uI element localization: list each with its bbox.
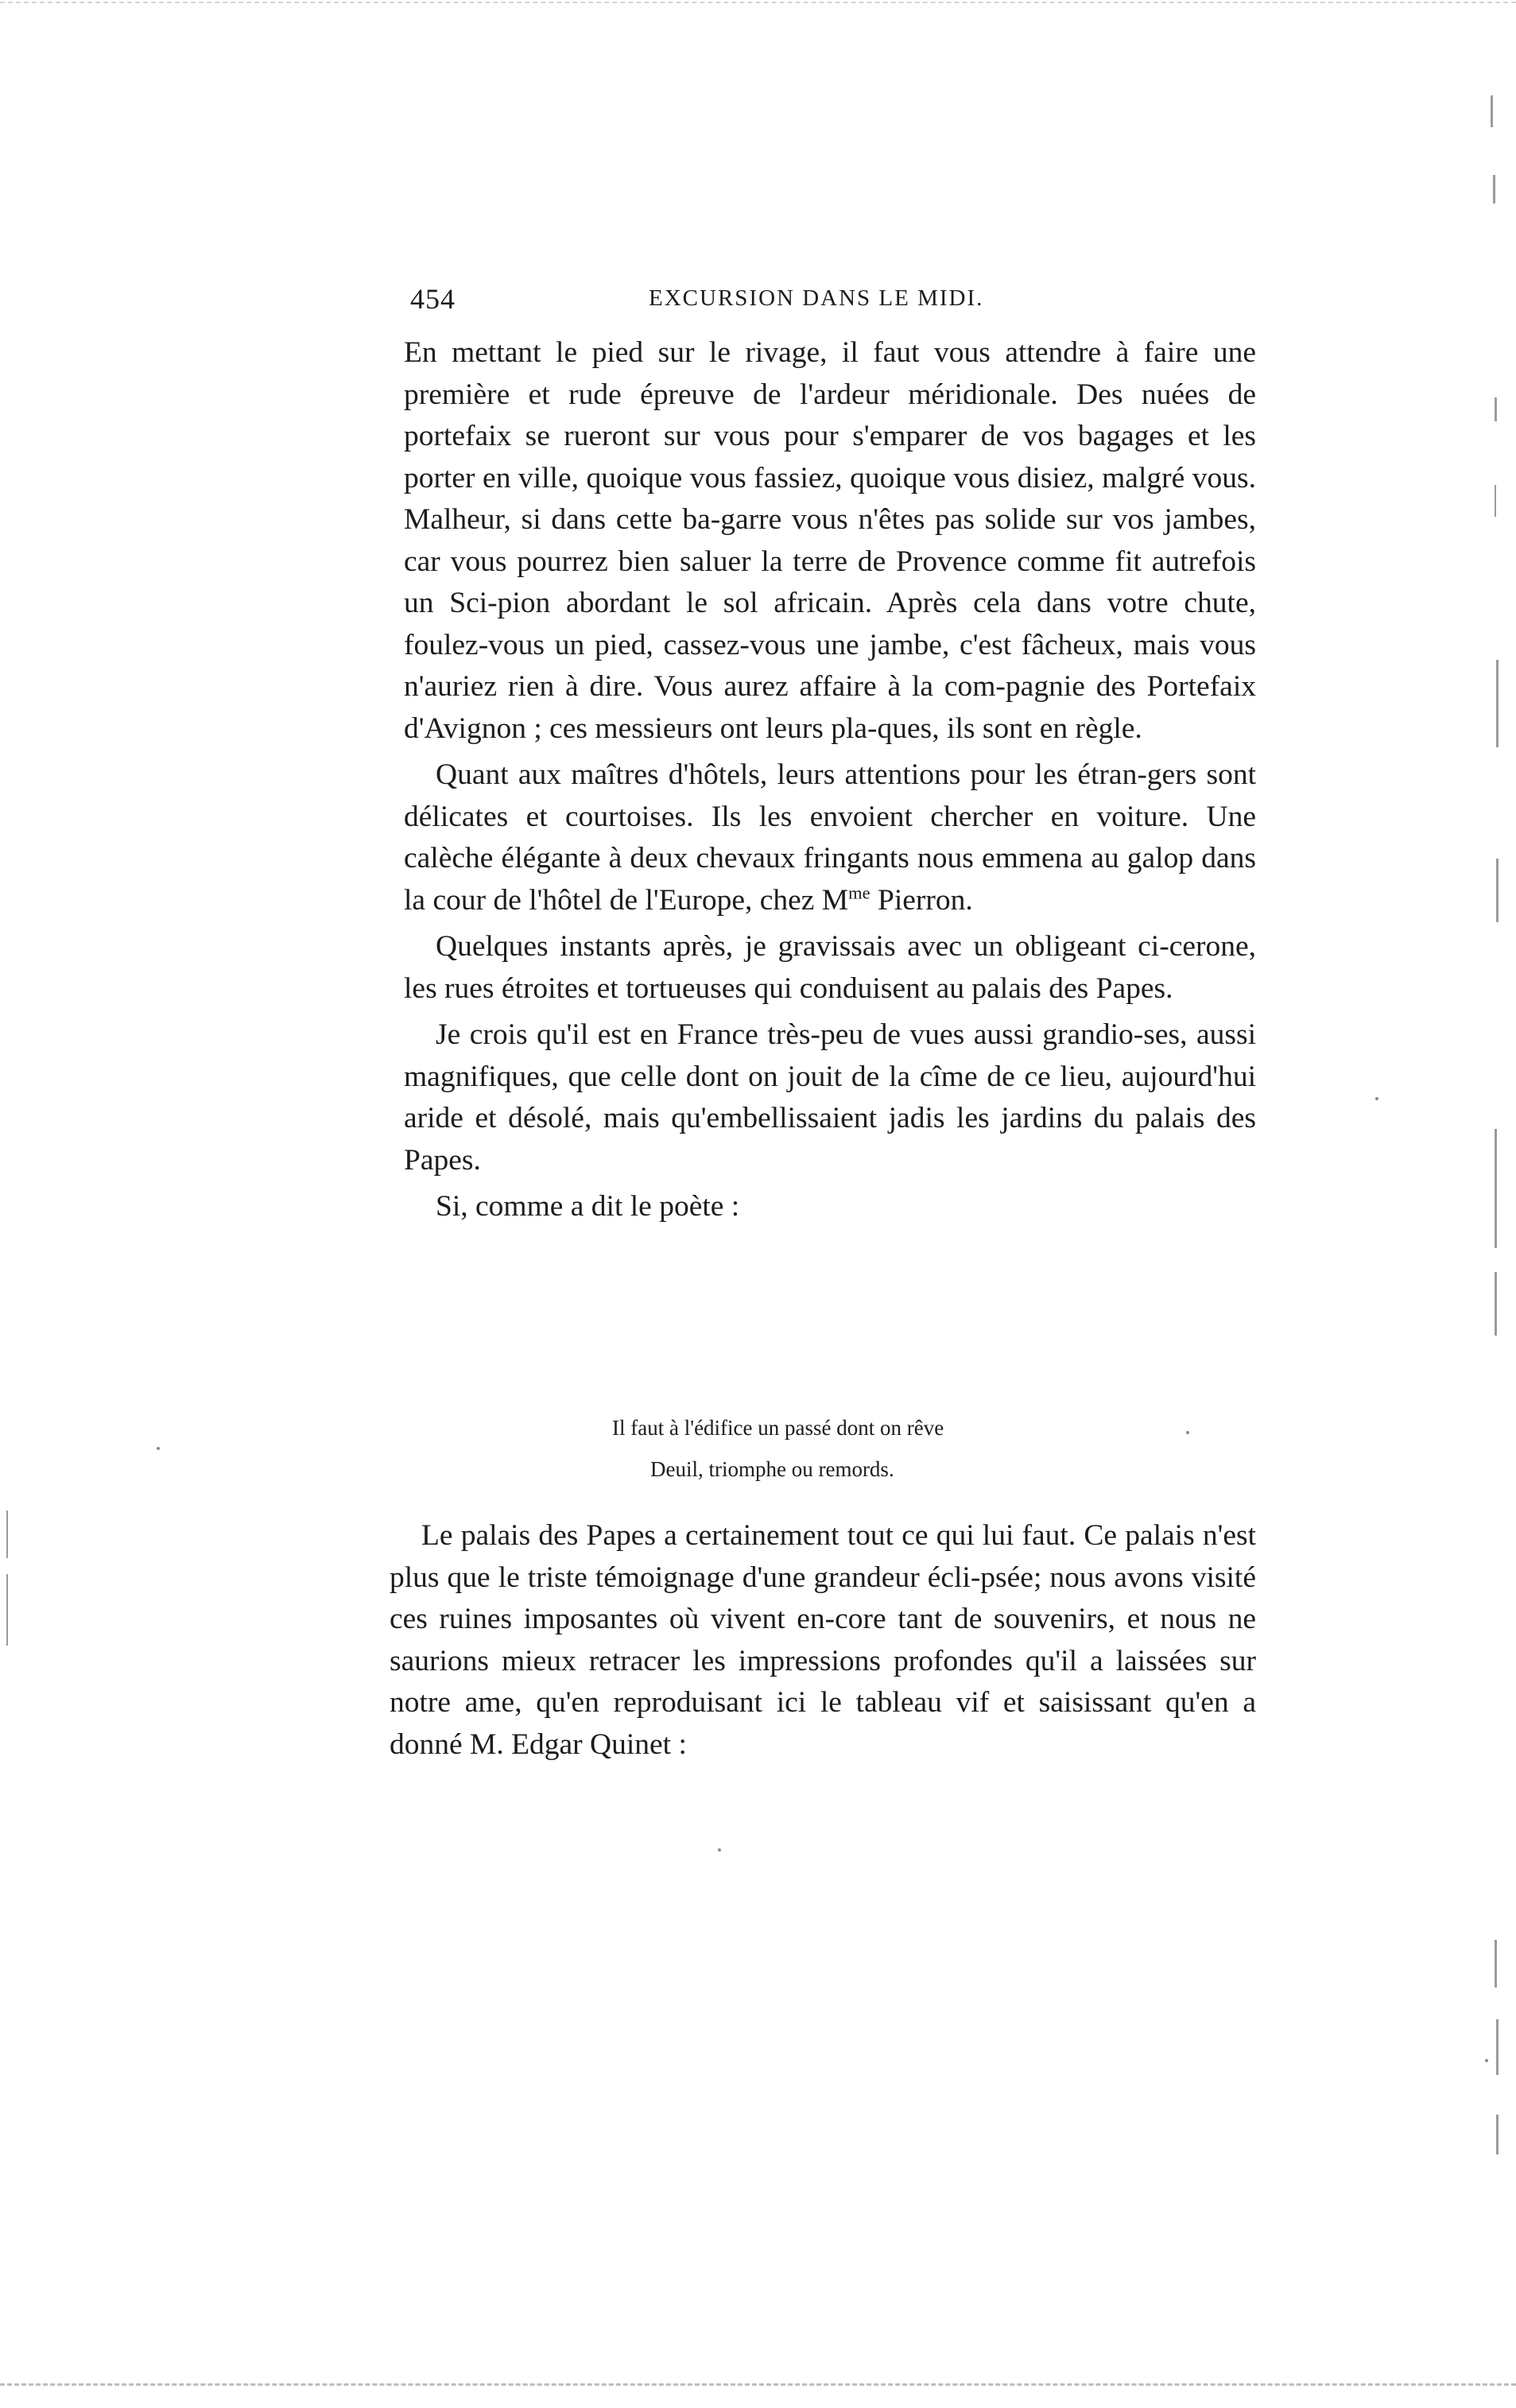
scan-speck	[1375, 1097, 1378, 1100]
scan-margin-mark	[1496, 859, 1499, 922]
scan-speck	[157, 1447, 160, 1450]
paragraph-5: Si, comme a dit le poète :	[436, 1190, 740, 1223]
scan-bottom-edge	[0, 2383, 1516, 2386]
scan-margin-mark	[1496, 2019, 1499, 2075]
scan-margin-mark	[1495, 1272, 1497, 1336]
scan-speck	[718, 1848, 721, 1852]
page-number: 454	[410, 283, 456, 315]
paragraph-3: Quelques instants après, je gravissais avec un obligeant ci-cerone, les rues étroites et tortueuses qui conduisent au palais des Papes.	[404, 930, 1256, 1005]
scan-top-edge	[0, 2, 1516, 3]
paragraph-4: Je crois qu'il est en France très-peu de vues aussi grandio-ses, aussi magnifiques, que celle dont on jouit de la cîme de ce lieu, aujourd'hui aride et désolé, mais qu'embellissaient jadis les jardins du palais des Papes.	[404, 1018, 1256, 1177]
scan-margin-mark	[6, 1510, 8, 1558]
paragraph-1: En mettant le pied sur le rivage, il faut vous attendre à faire une première et rude épreuve de l'ardeur méridionale. Des nuées de portefaix se rueront sur vous pour s'emparer de vos bagages et les porter en ville, quoique vous fassiez, quoique vous disiez, malgré vous. Malheur, si dans cette ba-garre vous n'êtes pas solide sur vos jambes, car vous pourrez bien saluer la terre de Provence comme fit autrefois un Sci-pion abordant le sol africain. Après cela dans votre chute, foulez-vous un pied, cassez-vous une jambe, c'est fâcheux, mais vous n'auriez rien à dire. Vous aurez affaire à la com-pagnie des Portefaix d'Avignon ; ces messieurs ont leurs pla-ques, ils sont en règle.	[404, 336, 1256, 745]
paragraph-2-end: Pierron.	[870, 883, 973, 917]
title-madame: M	[821, 883, 849, 917]
scan-margin-mark	[1495, 1129, 1497, 1248]
paragraph-6: Le palais des Papes a certainement tout ce qui lui faut. Ce palais n'est plus que le triste témoignage d'une grandeur écli-psée; nous avons visité ces ruines imposantes où vivent en-core tant de souvenirs, et nous ne saurions mieux retracer les impressions profondes qu'il a laissées sur notre ame, qu'en reproduisant ici le tableau vif et saisissant qu'en a donné M. Edgar Quinet :	[390, 1519, 1256, 1761]
verse-line-1: Il faut à l'édifice un passé dont on rêve	[612, 1416, 944, 1440]
paragraph-2-text: Quant aux maîtres d'hôtels, leurs attentions pour les étran-gers sont délicates et courtoises. Ils les envoient chercher en voiture. Une calèche élégante à deux chevaux fringants nous emmena au galop dans la cour de l'hôtel de l'Europe, chez	[404, 758, 1256, 917]
scan-margin-mark	[1491, 95, 1493, 127]
title-madame-sup: me	[848, 882, 870, 902]
running-title: EXCURSION DANS LE MIDI.	[649, 285, 984, 311]
scan-margin-mark	[1495, 485, 1496, 517]
scan-speck	[1485, 2059, 1488, 2062]
page-header	[410, 282, 1270, 322]
scan-margin-mark	[1495, 1940, 1497, 1987]
main-text	[404, 332, 1256, 1233]
scan-margin-mark	[1495, 397, 1497, 421]
closing-text	[390, 1515, 1256, 1766]
scan-margin-mark	[1496, 2115, 1499, 2154]
scan-speck	[1186, 1431, 1189, 1434]
scan-margin-mark	[1496, 660, 1499, 747]
verse-line-2: Deuil, triomphe ou remords.	[650, 1457, 894, 1481]
scan-margin-mark	[6, 1574, 8, 1646]
scan-margin-mark	[1493, 175, 1495, 204]
paragraph-2	[404, 754, 1256, 921]
verse-quote	[612, 1407, 1010, 1490]
